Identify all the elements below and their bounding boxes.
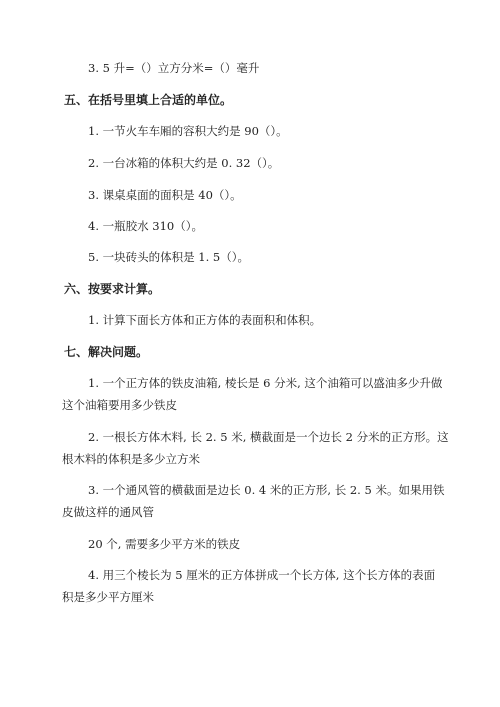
- question-5-3: 3. 课桌桌面的面积是 40（）。: [88, 188, 242, 202]
- question-5-2: 2. 一台冰箱的体积大约是 0. 32（）。: [88, 156, 280, 170]
- question-5-4: 4. 一瓶胶水 310（）。: [88, 219, 203, 233]
- question-5-5: 5. 一块砖头的体积是 1. 5（）。: [88, 250, 249, 264]
- question-7-3-line-3: 20 个, 需要多少平方米的铁皮: [88, 537, 241, 551]
- question-7-4-line-2: 积是多少平方厘米: [62, 590, 154, 604]
- section-six-heading: 六、按要求计算。: [64, 282, 161, 296]
- question-7-4-line-1: 4. 用三个棱长为 5 厘米的正方体拼成一个长方体, 这个长方体的表面: [88, 568, 436, 582]
- unit-conversion-line: 3. 5 升=（）立方分米=（）毫升: [88, 61, 260, 75]
- question-7-3-line-2: 皮做这样的通风管: [62, 505, 154, 519]
- section-five-heading: 五、在括号里填上合适的单位。: [64, 93, 233, 107]
- question-7-3-line-1: 3. 一个通风管的横截面是边长 0. 4 米的正方形, 长 2. 5 米。如果用铁: [88, 483, 445, 497]
- question-7-1-line-1: 1. 一个正方体的铁皮油箱, 棱长是 6 分米, 这个油箱可以盛油多少升做: [88, 376, 443, 390]
- section-seven-heading: 七、解决问题。: [64, 345, 149, 359]
- question-7-2-line-1: 2. 一根长方体木料, 长 2. 5 米, 横截面是一个边长 2 分米的正方形。这: [88, 430, 449, 444]
- question-7-2-line-2: 根木料的体积是多少立方米: [62, 452, 200, 466]
- question-7-1-line-2: 这个油箱要用多少铁皮: [62, 398, 177, 412]
- question-6-1: 1. 计算下面长方体和正方体的表面积和体积。: [88, 313, 322, 327]
- question-5-1: 1. 一节火车车厢的容积大约是 90（）。: [88, 124, 288, 138]
